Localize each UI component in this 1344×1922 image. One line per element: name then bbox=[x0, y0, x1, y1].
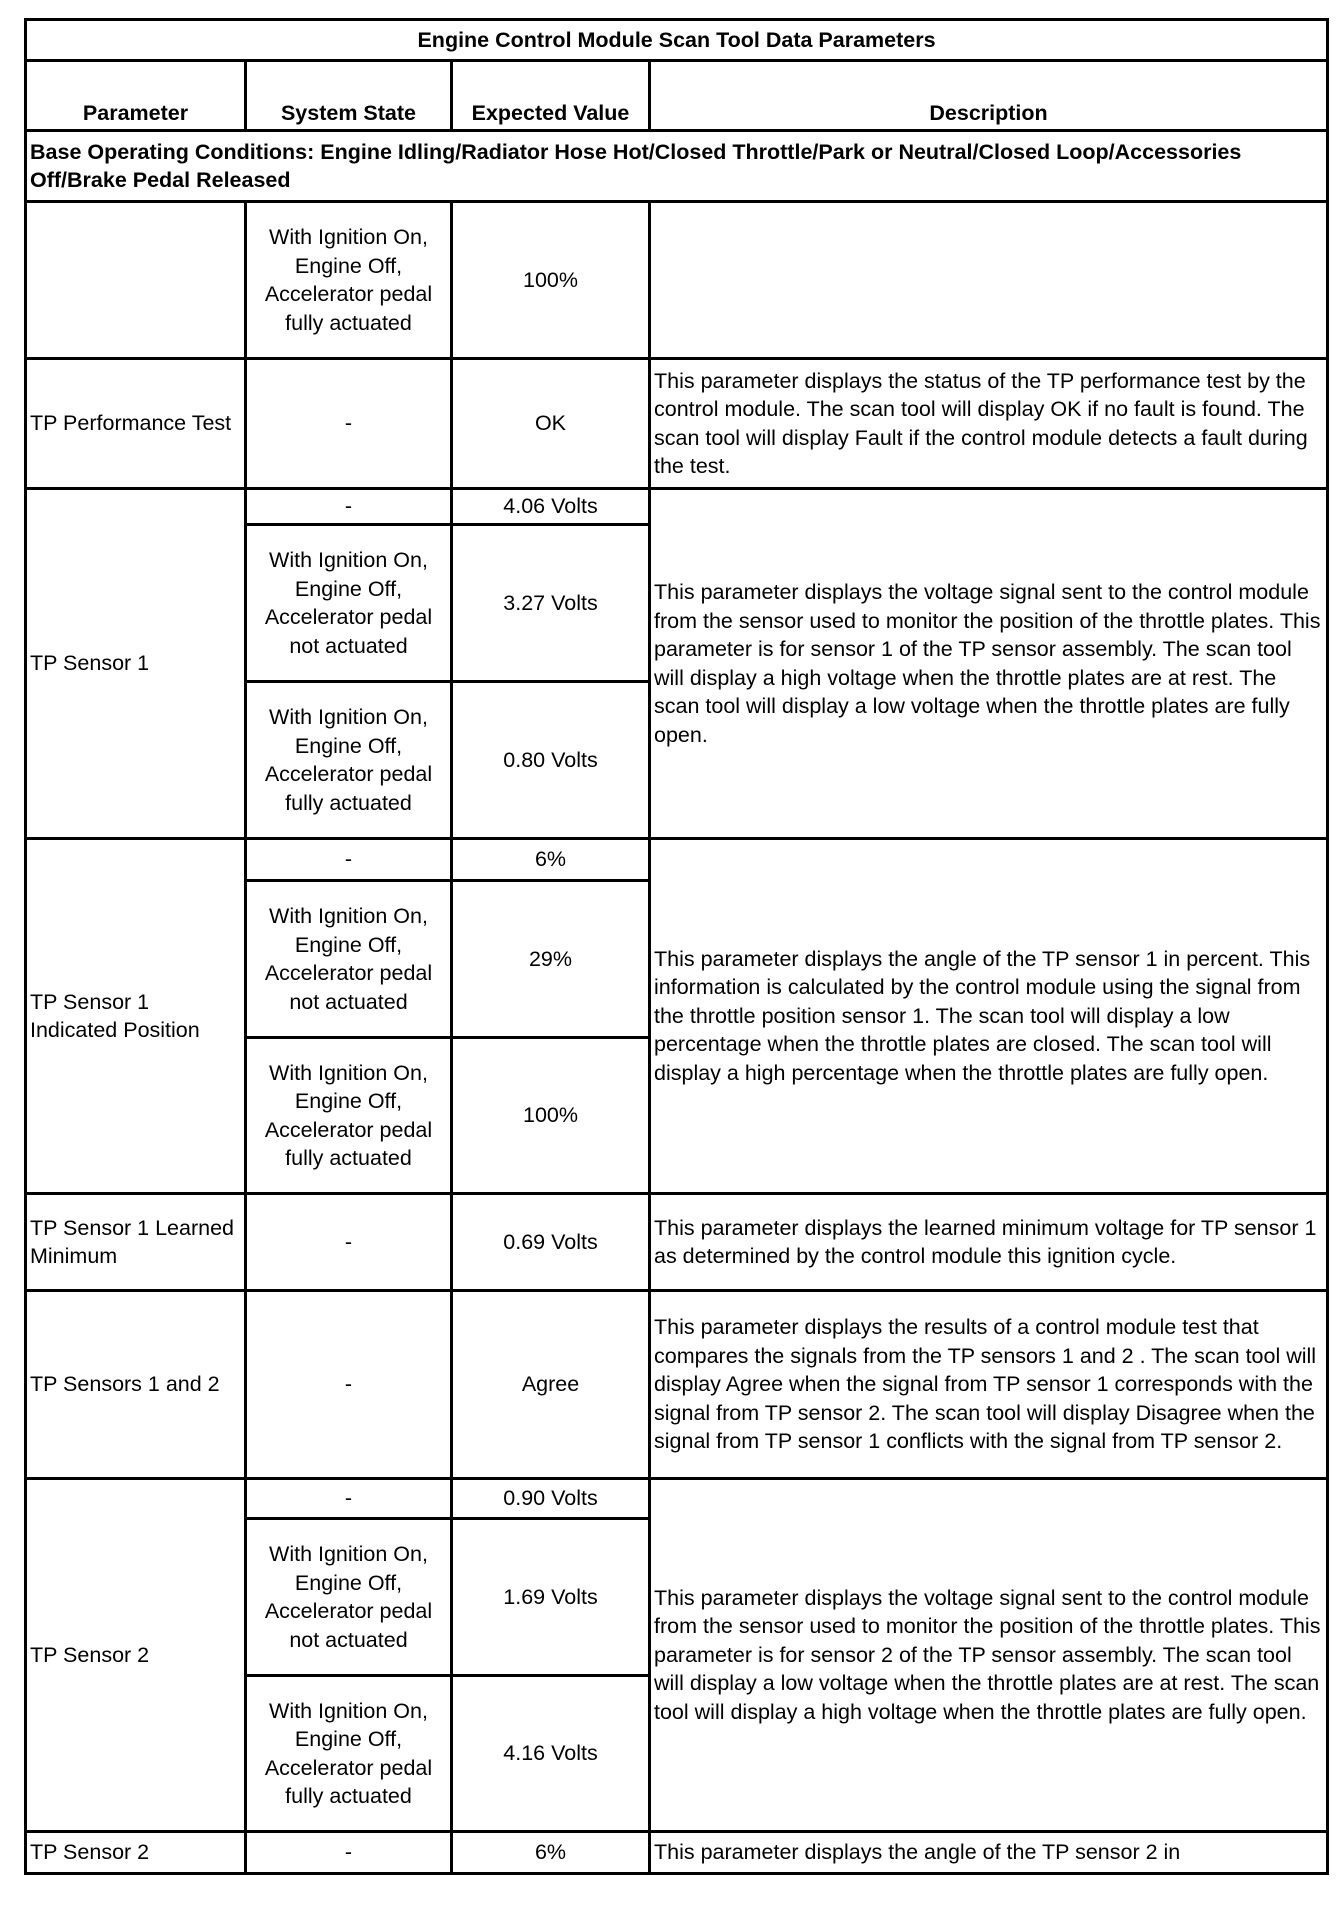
header-parameter: Parameter bbox=[26, 61, 246, 131]
table-row bbox=[26, 489, 1328, 525]
base-operating-conditions: Base Operating Conditions: Engine Idling/Radiator Hose Hot/Closed Throttle/Park or Neutral/Closed Loop/Accessories Off/Brake Pedal Released bbox=[26, 131, 1328, 202]
header-system-state: System State bbox=[246, 61, 452, 131]
system-state-cell: - bbox=[246, 839, 452, 881]
expected-value-cell: 0.90 Volts bbox=[452, 1479, 650, 1519]
parameter-cell: TP Sensor 1 bbox=[26, 489, 246, 839]
system-state-cell: - bbox=[246, 1479, 452, 1519]
header-description: Description bbox=[650, 61, 1328, 131]
description-cell: This parameter displays the voltage signal sent to the control module from the sensor used to monitor the position of the throttle plates. This parameter is for sensor 1 of the TP sensor assembly. The scan tool will display a high voltage when the throttle plates are at rest. The scan tool will display a low voltage when the throttle plates are fully open. bbox=[650, 489, 1328, 839]
parameter-cell: TP Sensors 1 and 2 bbox=[26, 1291, 246, 1479]
parameter-cell: TP Sensor 1 Indicated Position bbox=[26, 839, 246, 1194]
parameter-cell: TP Sensor 2 bbox=[26, 1832, 246, 1874]
system-state-cell: With Ignition On, Engine Off, Accelerator pedal not actuated bbox=[246, 881, 452, 1038]
table-row bbox=[26, 1291, 1328, 1479]
parameter-cell: TP Sensor 1 Learned Minimum bbox=[26, 1194, 246, 1291]
expected-value-cell: 0.80 Volts bbox=[452, 682, 650, 839]
description-cell: This parameter displays the voltage signal sent to the control module from the sensor used to monitor the position of the throttle plates. This parameter is for sensor 2 of the TP sensor assembly. The scan tool will display a low voltage when the throttle plates are at rest. The scan tool will display a high voltage when the throttle plates are fully open. bbox=[650, 1479, 1328, 1832]
expected-value-cell: 3.27 Volts bbox=[452, 525, 650, 682]
expected-value-cell: OK bbox=[452, 359, 650, 489]
scan-tool-data-table bbox=[24, 18, 1329, 1875]
description-cell: This parameter displays the angle of the TP sensor 1 in percent. This information is calculated by the control module using the signal from the throttle position sensor 1. The scan tool will display a low percentage when the throttle plates are closed. The scan tool will display a high percentage when the throttle plates are fully open. bbox=[650, 839, 1328, 1194]
system-state-cell: With Ignition On, Engine Off, Accelerator pedal fully actuated bbox=[246, 1676, 452, 1832]
system-state-cell: With Ignition On, Engine Off, Accelerator pedal fully actuated bbox=[246, 682, 452, 839]
table-row bbox=[26, 1832, 1328, 1874]
expected-value-cell: 1.69 Volts bbox=[452, 1519, 650, 1676]
expected-value-cell: 100% bbox=[452, 1038, 650, 1194]
system-state-cell: - bbox=[246, 1194, 452, 1291]
table-row bbox=[26, 359, 1328, 489]
table-title: Engine Control Module Scan Tool Data Parameters bbox=[26, 20, 1328, 61]
expected-value-cell: 6% bbox=[452, 1832, 650, 1874]
expected-value-cell: 29% bbox=[452, 881, 650, 1038]
expected-value-cell: 4.06 Volts bbox=[452, 489, 650, 525]
description-cell bbox=[650, 202, 1328, 359]
expected-value-cell: 0.69 Volts bbox=[452, 1194, 650, 1291]
table-row bbox=[26, 202, 1328, 359]
description-cell: This parameter displays the results of a control module test that compares the signals from the TP sensors 1 and 2 . The scan tool will display Agree when the signal from TP sensor 1 corresponds with the signal from TP sensor 2. The scan tool will display Disagree when the signal from TP sensor 1 conflicts with the signal from TP sensor 2. bbox=[650, 1291, 1328, 1479]
table-row bbox=[26, 1479, 1328, 1519]
table-row bbox=[26, 839, 1328, 881]
expected-value-cell: Agree bbox=[452, 1291, 650, 1479]
expected-value-cell: 4.16 Volts bbox=[452, 1676, 650, 1832]
parameter-cell: TP Performance Test bbox=[26, 359, 246, 489]
parameter-cell: TP Sensor 2 bbox=[26, 1479, 246, 1832]
table-row bbox=[26, 1194, 1328, 1291]
description-cell: This parameter displays the status of the TP performance test by the control module. The scan tool will display OK if no fault is found. The scan tool will display Fault if the control module detects a fault during the test. bbox=[650, 359, 1328, 489]
parameter-cell bbox=[26, 202, 246, 359]
system-state-cell: With Ignition On, Engine Off, Accelerator pedal not actuated bbox=[246, 525, 452, 682]
expected-value-cell: 100% bbox=[452, 202, 650, 359]
system-state-cell: - bbox=[246, 1832, 452, 1874]
header-expected-value: Expected Value bbox=[452, 61, 650, 131]
system-state-cell: With Ignition On, Engine Off, Accelerator pedal fully actuated bbox=[246, 202, 452, 359]
system-state-cell: With Ignition On, Engine Off, Accelerator pedal fully actuated bbox=[246, 1038, 452, 1194]
system-state-cell: With Ignition On, Engine Off, Accelerator pedal not actuated bbox=[246, 1519, 452, 1676]
expected-value-cell: 6% bbox=[452, 839, 650, 881]
system-state-cell: - bbox=[246, 1291, 452, 1479]
system-state-cell: - bbox=[246, 489, 452, 525]
system-state-cell: - bbox=[246, 359, 452, 489]
description-cell: This parameter displays the learned minimum voltage for TP sensor 1 as determined by the control module this ignition cycle. bbox=[650, 1194, 1328, 1291]
description-cell: This parameter displays the angle of the TP sensor 2 in bbox=[650, 1832, 1328, 1874]
